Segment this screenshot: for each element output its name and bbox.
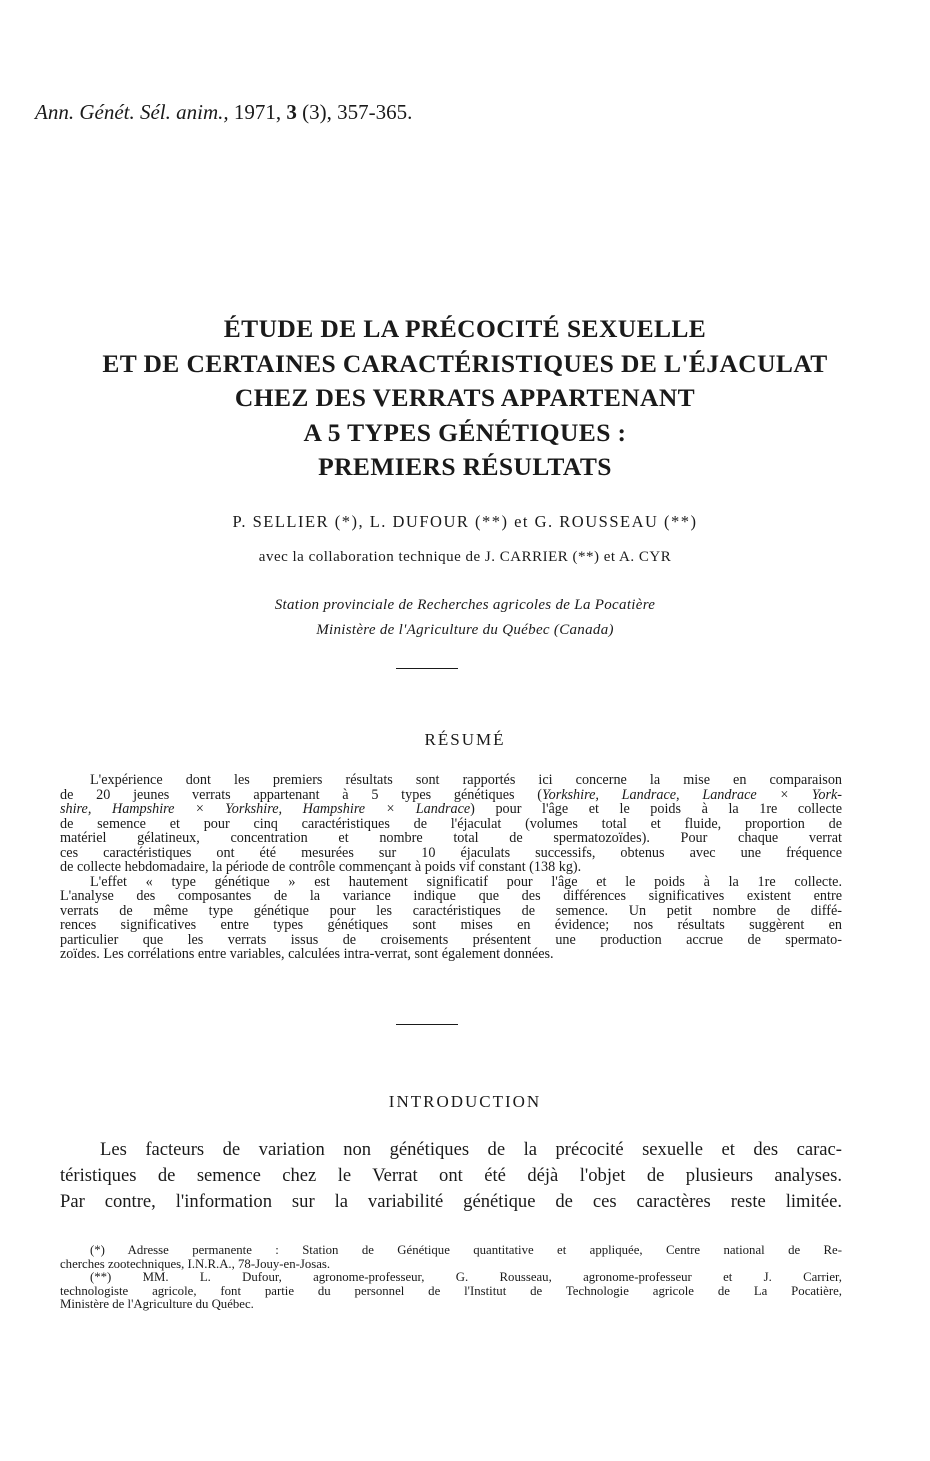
volume: 3	[286, 100, 297, 124]
introduction-line: Par contre, l'information sur la variabilité génétique de ces caractères reste limitée.	[60, 1191, 842, 1212]
abstract-line: de semence et pour cinq caractéristiques de l'éjaculat (volumes total et fluide, proportion de	[60, 815, 842, 832]
abstract-line: L'analyse des composantes de la variance indique que des différences significatives existent entre	[60, 888, 842, 904]
pages: 357-365.	[337, 100, 413, 124]
introduction-heading: INTRODUCTION	[388, 1092, 542, 1111]
title-line: ET DE CERTAINES CARACTÉRISTIQUES DE L'ÉJACULAT	[102, 348, 828, 378]
abstract-line: L'effet « type génétique » est hautement significatif pour l'âge et le poids à la 1re collecte.	[90, 873, 842, 890]
title-line: PREMIERS RÉSULTATS	[318, 452, 612, 481]
abstract-line: rences significatives entre types génétiques sont mises en évidence; nos résultats suggèrent en	[60, 917, 842, 933]
footnotes	[60, 1244, 842, 1312]
abstract-line: de 20 jeunes verrats appartenant à 5 types génétiques (Yorkshire, Landrace, Landrace × York-	[60, 786, 842, 803]
separator-rule	[396, 1024, 458, 1025]
abstract-line: zoïdes. Les corrélations entre variables, calculées intra-verrat, sont également données.	[60, 946, 554, 962]
title-line: CHEZ DES VERRATS APPARTENANT	[234, 383, 696, 412]
footnote-line: (*) Adresse permanente : Station de Génétique quantitative et appliquée, Centre national de Re-	[90, 1243, 842, 1257]
abstract-line: shire, Hampshire × Yorkshire, Hampshire × Landrace) pour l'âge et le poids à la 1re collecte	[60, 801, 842, 817]
introduction-line: Les facteurs de variation non génétiques de la précocité sexuelle et des carac-	[100, 1139, 842, 1160]
abstract-line: de collecte hebdomadaire, la période de contrôle commençant à poids vif constant (138 kg).	[60, 859, 582, 875]
abstract-line: matériel gélatineux, concentration et nombre total de spermatozoïdes). Pour chaque verrat	[60, 830, 842, 846]
abstract-line: particulier que les verrats issus de croisements présentent une production accrue de spermato-	[60, 931, 842, 948]
year: 1971,	[233, 100, 282, 124]
paper-title	[0, 312, 930, 485]
footnote-line: technologiste agricole, font partie du personnel de l'Institut de Technologie agricole de La Pocatière,	[60, 1283, 842, 1298]
abstract-line: L'expérience dont les premiers résultats sont rapportés ici concerne la mise en comparaison	[90, 772, 842, 788]
citation-line	[35, 100, 412, 125]
abstract-body	[60, 773, 842, 962]
abstract-line: verrats de même type génétique pour les caractéristiques de semence. Un petit nombre de diffé-	[60, 902, 842, 919]
footnote-line: cherches zootechniques, I.N.R.A., 78-Jouy-en-Josas.	[60, 1256, 331, 1271]
separator-rule	[396, 668, 458, 669]
title-line: ÉTUDE DE LA PRÉCOCITÉ SEXUELLE	[223, 314, 707, 343]
introduction-line: téristiques de semence chez le Verrat ont été déjà l'objet de plusieurs analyses.	[60, 1165, 842, 1186]
affiliation-line: Station provinciale de Recherches agricoles de La Pocatière	[274, 597, 656, 613]
footnote-line: (**) MM. L. Dufour, agronome-professeur, G. Rousseau, agronome-professeur et J. Carrier,	[90, 1270, 842, 1284]
affiliation-line: Ministère de l'Agriculture du Québec (Canada)	[316, 622, 614, 638]
introduction-body	[60, 1137, 842, 1215]
authors: P. SELLIER (*), L. DUFOUR (**) et G. ROUSSEAU (**)	[232, 512, 698, 531]
issue: (3),	[302, 100, 332, 124]
affiliation	[0, 593, 930, 643]
title-line: A 5 TYPES GÉNÉTIQUES :	[303, 417, 627, 447]
resume-heading: RÉSUMÉ	[424, 730, 506, 749]
abstract-line: ces caractéristiques ont été mesurées sur 10 éjaculats successifs, obtenus avec une fréquence	[60, 844, 842, 861]
footnote-line: Ministère de l'Agriculture du Québec.	[60, 1297, 254, 1311]
technical-collaboration: avec la collaboration technique de J. CARRIER (**) et A. CYR	[258, 549, 672, 565]
journal-name: Ann. Génét. Sél. anim.,	[35, 100, 229, 124]
